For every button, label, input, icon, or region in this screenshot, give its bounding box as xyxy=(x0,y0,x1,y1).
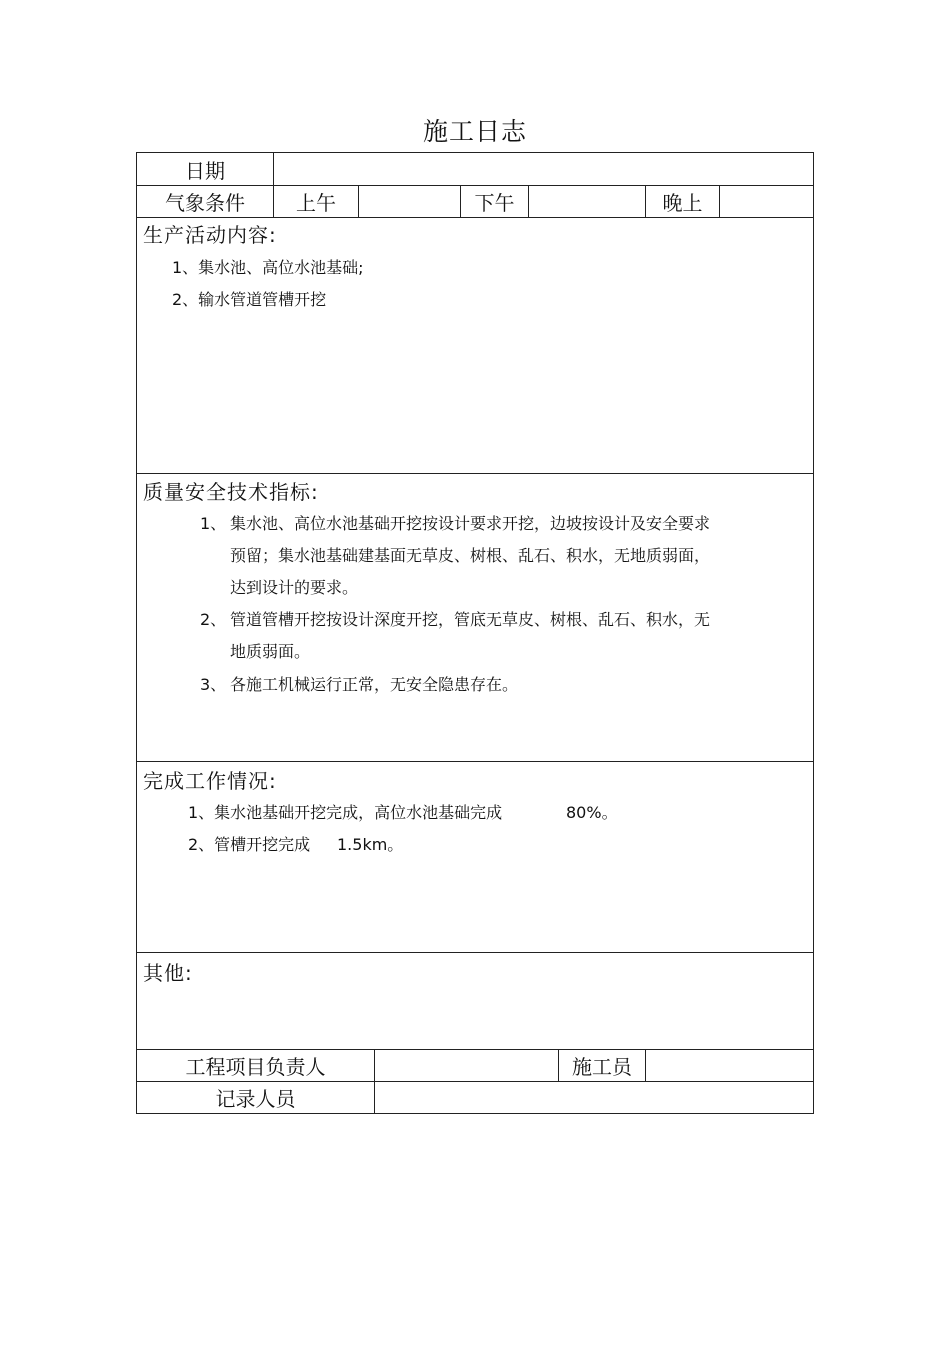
production-section xyxy=(136,217,814,474)
quality-item-line: 各施工机械运行正常，无安全隐患存在。 xyxy=(230,675,519,694)
afternoon-label-cell xyxy=(460,185,529,218)
completion-item-text: 1、集水池基础开挖完成，高位水池基础完成 xyxy=(188,803,503,822)
manager-field[interactable] xyxy=(374,1049,559,1082)
recorder-label: 记录人员 xyxy=(215,1087,296,1111)
quality-item-num: 1、 xyxy=(200,514,227,533)
evening-label: 晚上 xyxy=(662,191,703,215)
recorder-label-cell xyxy=(136,1081,375,1114)
weather-label-cell xyxy=(136,185,274,218)
morning-label: 上午 xyxy=(296,191,336,215)
completion-item-value: 80%。 xyxy=(566,803,618,822)
quality-heading: 质量安全技术指标: xyxy=(143,480,319,504)
morning-field[interactable] xyxy=(358,185,461,218)
morning-label-cell xyxy=(273,185,359,218)
date-label: 日期 xyxy=(185,158,225,183)
quality-item-line: 管道管槽开挖按设计深度开挖，管底无草皮、树根、乱石、积水，无 xyxy=(230,610,711,629)
quality-item-line: 预留；集水池基础建基面无草皮、树根、乱石、积水，无地质弱面， xyxy=(230,546,711,565)
date-field[interactable] xyxy=(273,152,814,186)
quality-item-num: 3、 xyxy=(200,675,227,694)
production-heading: 生产活动内容: xyxy=(143,223,277,247)
worker-label-cell xyxy=(558,1049,646,1082)
manager-label: 工程项目负责人 xyxy=(185,1055,326,1079)
completion-item-text: 2、管槽开挖完成 xyxy=(188,835,311,854)
worker-label: 施工员 xyxy=(572,1055,632,1079)
worker-field[interactable] xyxy=(645,1049,814,1082)
other-heading: 其他: xyxy=(143,961,193,985)
production-item: 1、集水池、高位水池基础; xyxy=(172,258,364,277)
evening-label-cell xyxy=(645,185,720,218)
completion-item-value: 1.5km。 xyxy=(337,835,404,854)
evening-field[interactable] xyxy=(719,185,814,218)
completion-heading: 完成工作情况: xyxy=(143,769,277,793)
afternoon-field[interactable] xyxy=(528,185,646,218)
date-label-cell xyxy=(136,152,274,186)
afternoon-label: 下午 xyxy=(474,191,515,215)
production-item: 2、输水管道管槽开挖 xyxy=(172,290,327,309)
quality-item-line: 集水池、高位水池基础开挖按设计要求开挖，边坡按设计及安全要求 xyxy=(230,514,711,533)
quality-item-line: 地质弱面。 xyxy=(230,642,311,661)
quality-item-line: 达到设计的要求。 xyxy=(230,578,359,597)
manager-label-cell xyxy=(136,1049,375,1082)
page-title: 施工日志 xyxy=(422,117,527,146)
other-section xyxy=(136,952,814,1050)
quality-item-num: 2、 xyxy=(200,610,227,629)
weather-label: 气象条件 xyxy=(165,191,245,215)
recorder-field[interactable] xyxy=(374,1081,814,1114)
